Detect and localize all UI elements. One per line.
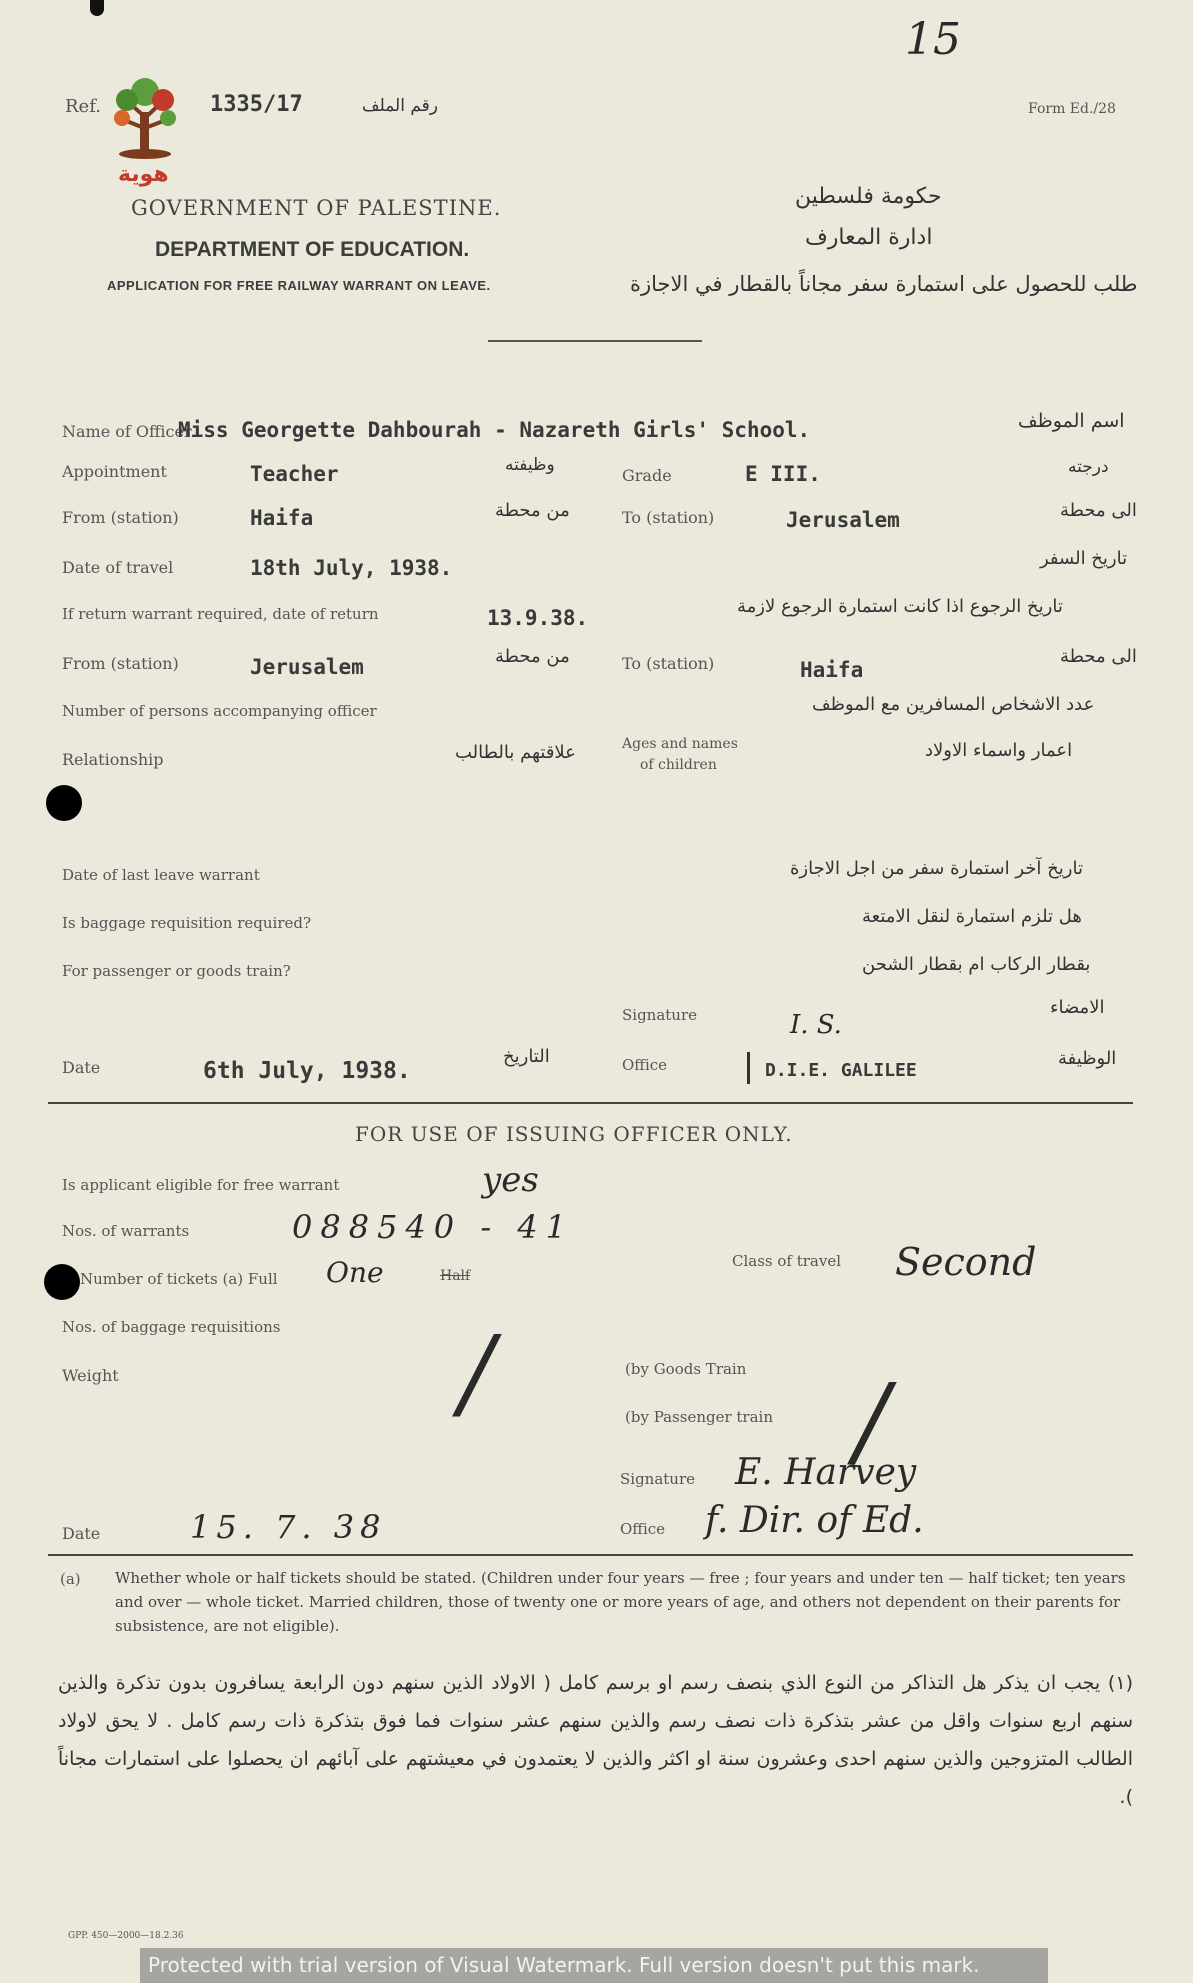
last-leave-label: Date of last leave warrant — [62, 866, 260, 884]
to-station-value: Jerusalem — [786, 508, 900, 532]
persons-label: Number of persons accompanying officer — [62, 702, 377, 720]
issue-date-value: 15. 7. 38 — [190, 1508, 387, 1546]
weight-label: Weight — [62, 1366, 119, 1385]
signature-label-ar: الامضاء — [1050, 997, 1105, 1018]
eligible-value: yes — [482, 1160, 539, 1200]
ref-label-ar: رقم الملف — [362, 96, 439, 116]
dept-title-en: DEPARTMENT OF EDUCATION. — [155, 238, 470, 261]
to-station-return-value: Haifa — [800, 658, 864, 682]
page-number: 15 — [905, 14, 961, 65]
half-label: Half — [440, 1268, 471, 1284]
footnote-divider — [48, 1554, 1133, 1556]
persons-label-ar: عدد الاشخاص المسافرين مع الموظف — [812, 694, 1095, 715]
signature-label: Signature — [622, 1006, 698, 1024]
baggage-requisitions-label: Nos. of baggage requisitions — [62, 1318, 281, 1336]
return-date-label: If return warrant required, date of return — [62, 605, 379, 623]
to-station-label-ar: الى محطة — [1060, 500, 1137, 521]
last-leave-label-ar: تاريخ آخر استمارة سفر من اجل الاجازة — [790, 858, 1083, 879]
class-label: Class of travel — [732, 1252, 842, 1270]
office-bar — [747, 1052, 750, 1084]
baggage-label-ar: هل تلزم استمارة لنقل الامتعة — [862, 906, 1082, 927]
return-date-value: 13.9.38. — [487, 606, 589, 630]
to-station-label: To (station) — [622, 508, 715, 527]
dept-title-ar: ادارة المعارف — [805, 225, 933, 250]
punch-hole — [44, 1264, 80, 1300]
children-label-ar: اعمار واسماء الاولاد — [925, 740, 1073, 761]
signature-value: I. S. — [790, 1010, 842, 1040]
from-station-return-label-ar: من محطة — [495, 646, 570, 667]
name-value: Miss Georgette Dahbourah - Nazareth Girls' School. — [178, 418, 811, 442]
punch-mark — [90, 0, 104, 16]
footnote-text-ar: (١) يجب ان يذكر هل التذاكر من النوع الذي بنصف رسم او برسم كامل ( الاولاد الذين سنهم دون الرابعة يسافرون بدون تذكرة والذين سنهم اربع سنوات واقل من عشر بتذكرة ذات نصف رسم والذين سنهم عشر سنوات فما فوق بتذكرة ذات رسم كامل . لا يحق لاولاد الطالب المتزوجين والذين سنهم احدى وعشرون سنة او اكثر والذين لا يعتمدون في معيشتهم على آبائهم ان يحصلوا على استمارات مجاناً ). — [58, 1672, 1133, 1808]
children-label-2: of children — [640, 757, 717, 773]
section-divider — [48, 1102, 1133, 1104]
gov-title-en: GOVERNMENT OF PALESTINE. — [131, 196, 502, 220]
footnote-marker: (a) — [60, 1570, 81, 1588]
class-value: Second — [895, 1240, 1037, 1284]
warrants-value: 088540 - 41 — [292, 1208, 575, 1246]
warrants-label: Nos. of warrants — [62, 1222, 190, 1240]
name-label-ar: اسم الموظف — [1018, 410, 1125, 432]
issuing-title: FOR USE OF ISSUING OFFICER ONLY. — [355, 1122, 793, 1146]
date-label-ar: التاريخ — [503, 1046, 550, 1067]
tree-logo-icon — [110, 68, 180, 160]
appointment-label-ar: وظيفته — [505, 455, 555, 475]
header-divider — [488, 340, 702, 342]
travel-date-value: 18th July, 1938. — [250, 556, 453, 580]
name-label: Name of Officer — [62, 422, 192, 441]
issuer-office-value: f. Dir. of Ed. — [705, 1500, 924, 1541]
gov-title-ar: حكومة فلسطين — [795, 184, 942, 209]
from-station-return-value: Jerusalem — [250, 655, 364, 679]
office-value: D.I.E. GALILEE — [765, 1060, 917, 1081]
travel-date-label-ar: تاريخ السفر — [1040, 548, 1128, 569]
print-code: GPP. 450—2000—18.2.36 — [68, 1931, 184, 1941]
app-title-ar: طلب للحصول على استمارة سفر مجاناً بالقطار في الاجازة — [630, 272, 1138, 296]
issuer-signature-value: E. Harvey — [735, 1452, 917, 1493]
date-value: 6th July, 1938. — [203, 1058, 411, 1084]
appointment-value: Teacher — [250, 462, 339, 486]
from-station-return-label: From (station) — [62, 654, 179, 673]
passenger-train-label: (by Passenger train — [625, 1408, 774, 1426]
date-label: Date — [62, 1058, 101, 1077]
eligible-label: Is applicant eligible for free warrant — [62, 1176, 340, 1194]
from-station-value: Haifa — [250, 506, 314, 530]
from-station-label: From (station) — [62, 508, 179, 527]
ref-label: Ref. — [65, 96, 101, 117]
office-label-ar: الوظيفة — [1058, 1048, 1117, 1069]
baggage-label: Is baggage requisition required? — [62, 914, 312, 932]
train-type-label: For passenger or goods train? — [62, 962, 291, 980]
weight-slash: / — [460, 1314, 494, 1431]
relationship-label: Relationship — [62, 750, 164, 769]
to-station-return-label: To (station) — [622, 654, 715, 673]
issue-date-label: Date — [62, 1524, 101, 1543]
ref-number: 1335/17 — [210, 92, 303, 117]
watermark-text: Protected with trial version of Visual Watermark. Full version doesn't put this mark. — [148, 1953, 980, 1977]
issuer-signature-label: Signature — [620, 1470, 696, 1488]
office-label: Office — [622, 1056, 668, 1074]
tickets-label: Number of tickets (a) Full — [80, 1270, 278, 1288]
appointment-label: Appointment — [62, 462, 167, 481]
issuer-office-label: Office — [620, 1520, 666, 1538]
goods-train-label: (by Goods Train — [625, 1360, 747, 1378]
grade-label-ar: درجته — [1068, 457, 1109, 477]
tickets-value: One — [326, 1256, 384, 1289]
logo-text: هوية — [118, 162, 169, 187]
punch-hole — [46, 785, 82, 821]
children-label: Ages and names — [622, 736, 738, 752]
return-date-label-ar: تاريخ الرجوع اذا كانت استمارة الرجوع لازمة — [737, 596, 1063, 617]
grade-value: E III. — [745, 462, 821, 486]
footnote-text-en: Whether whole or half tickets should be stated. (Children under four years — free ; four years and under ten — half ticket; ten years and over — whole ticket. Married children, those of twenty one or more years of age, and others not dependent on their parents for subsistence, are not eligible). — [115, 1569, 1126, 1635]
from-station-label-ar: من محطة — [495, 500, 570, 521]
relationship-label-ar: علاقتهم بالطالب — [455, 742, 576, 763]
to-station-return-label-ar: الى محطة — [1060, 646, 1137, 667]
form-id: Form Ed./28 — [1028, 101, 1116, 117]
app-title-en: APPLICATION FOR FREE RAILWAY WARRANT ON LEAVE. — [107, 278, 491, 293]
train-type-label-ar: بقطار الركاب ام بقطار الشحن — [862, 954, 1091, 975]
travel-date-label: Date of travel — [62, 558, 174, 577]
train-slash: / — [855, 1362, 889, 1479]
grade-label: Grade — [622, 466, 672, 485]
